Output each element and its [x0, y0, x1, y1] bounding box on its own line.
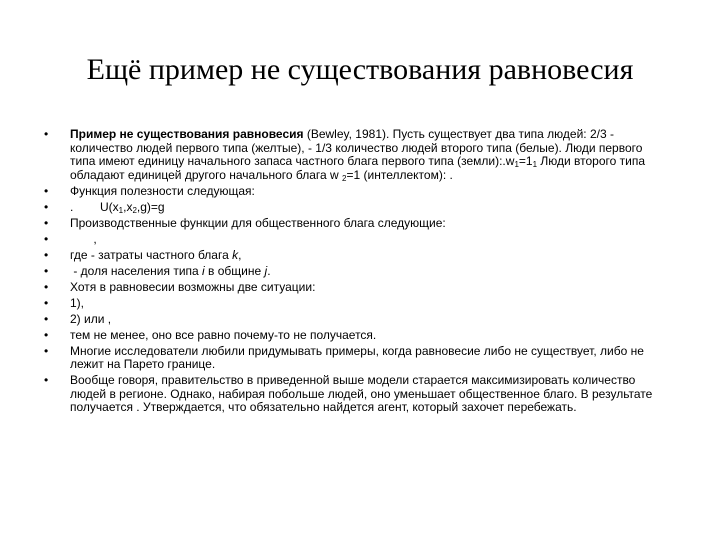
italic-variable: i — [202, 263, 205, 278]
item-text: - доля населения типа — [70, 263, 203, 278]
list-item — [44, 217, 664, 231]
item-text: ,x — [123, 199, 133, 214]
list-item — [44, 249, 664, 263]
list-item — [44, 265, 664, 279]
item-text: Хотя в равновесии возможны две ситуации: — [70, 279, 316, 294]
list-item — [44, 185, 664, 199]
subscript: 2 — [342, 173, 347, 183]
bullet-dot: • — [44, 247, 49, 262]
bullet-dot: • — [44, 215, 49, 230]
bullet-dot: • — [44, 343, 49, 358]
bold-lead: Пример не существования равновесия — [70, 127, 304, 141]
bullet-dot: • — [44, 127, 49, 141]
subscript: 1 — [118, 205, 124, 215]
item-text: Люди второго типа обладают единицей другого начального блага w — [70, 154, 646, 182]
item-text: Многие исследователи любили придумывать примеры, когда равновесие либо не существует, либо не лежит на Парето границе. — [70, 343, 644, 372]
list-item — [44, 313, 664, 327]
item-text: . — [267, 263, 271, 278]
list-item — [44, 297, 664, 311]
item-text: где - затраты частного блага — [70, 247, 233, 262]
bullet-dot: • — [44, 231, 49, 246]
list-item — [44, 345, 664, 372]
subscript: 1 — [514, 160, 519, 170]
italic-variable: k — [232, 247, 239, 262]
italic-variable: j — [264, 263, 268, 278]
bullet-dot: • — [44, 295, 49, 310]
list-item — [44, 128, 664, 182]
list-item — [44, 233, 664, 247]
bullet-dot: • — [44, 279, 49, 294]
item-text: тем не менее, оно все равно почему-то не получается. — [70, 327, 377, 342]
item-text: =1 (интеллектом): . — [346, 167, 453, 182]
item-text: в общине — [204, 263, 265, 278]
list-item — [44, 374, 664, 415]
bullet-dot: • — [44, 183, 49, 198]
list-item — [44, 201, 664, 215]
item-text: , — [70, 231, 97, 246]
bullet-dot: • — [44, 373, 49, 388]
subscript: 1 — [532, 160, 538, 170]
bullet-dot: • — [44, 263, 49, 278]
item-text: Вообще говоря, правительство в приведенной выше модели старается максимизировать количество людей в регионе. Однако, набирая побольше людей, оно уменьшает общественное благо. В результате получается . Утверждается, что обязательно найдется агент, который захочет перебежать. — [70, 373, 653, 415]
item-text: , — [238, 247, 242, 262]
slide-title: Ещё пример не существования равновесия — [86, 53, 634, 86]
item-text: =1 — [518, 154, 533, 169]
bullet-dot: • — [44, 327, 49, 342]
list-item — [44, 281, 664, 295]
bullet-dot: • — [44, 199, 49, 214]
item-text: . U(x — [70, 199, 119, 214]
item-text: Функция полезности следующая: — [70, 183, 255, 198]
bullet-dot: • — [44, 311, 49, 326]
item-text: Производственные функции для общественного блага следующие: — [70, 215, 446, 230]
list-item — [44, 329, 664, 343]
item-text: (Bewley, 1981). Пусть существует два типа людей: 2/3 - количество людей первого типа (желтые), - 1/3 количество людей второго типа (белые). Люди первого типа имеют единицу начального запаса частного блага первого типа (земли):.w — [70, 127, 643, 169]
item-text: 1), — [70, 295, 85, 310]
subscript: 2 — [132, 205, 137, 215]
bullet-list — [44, 128, 664, 417]
item-text: ,g)=g — [136, 199, 165, 214]
item-text: 2) или , — [70, 311, 112, 326]
